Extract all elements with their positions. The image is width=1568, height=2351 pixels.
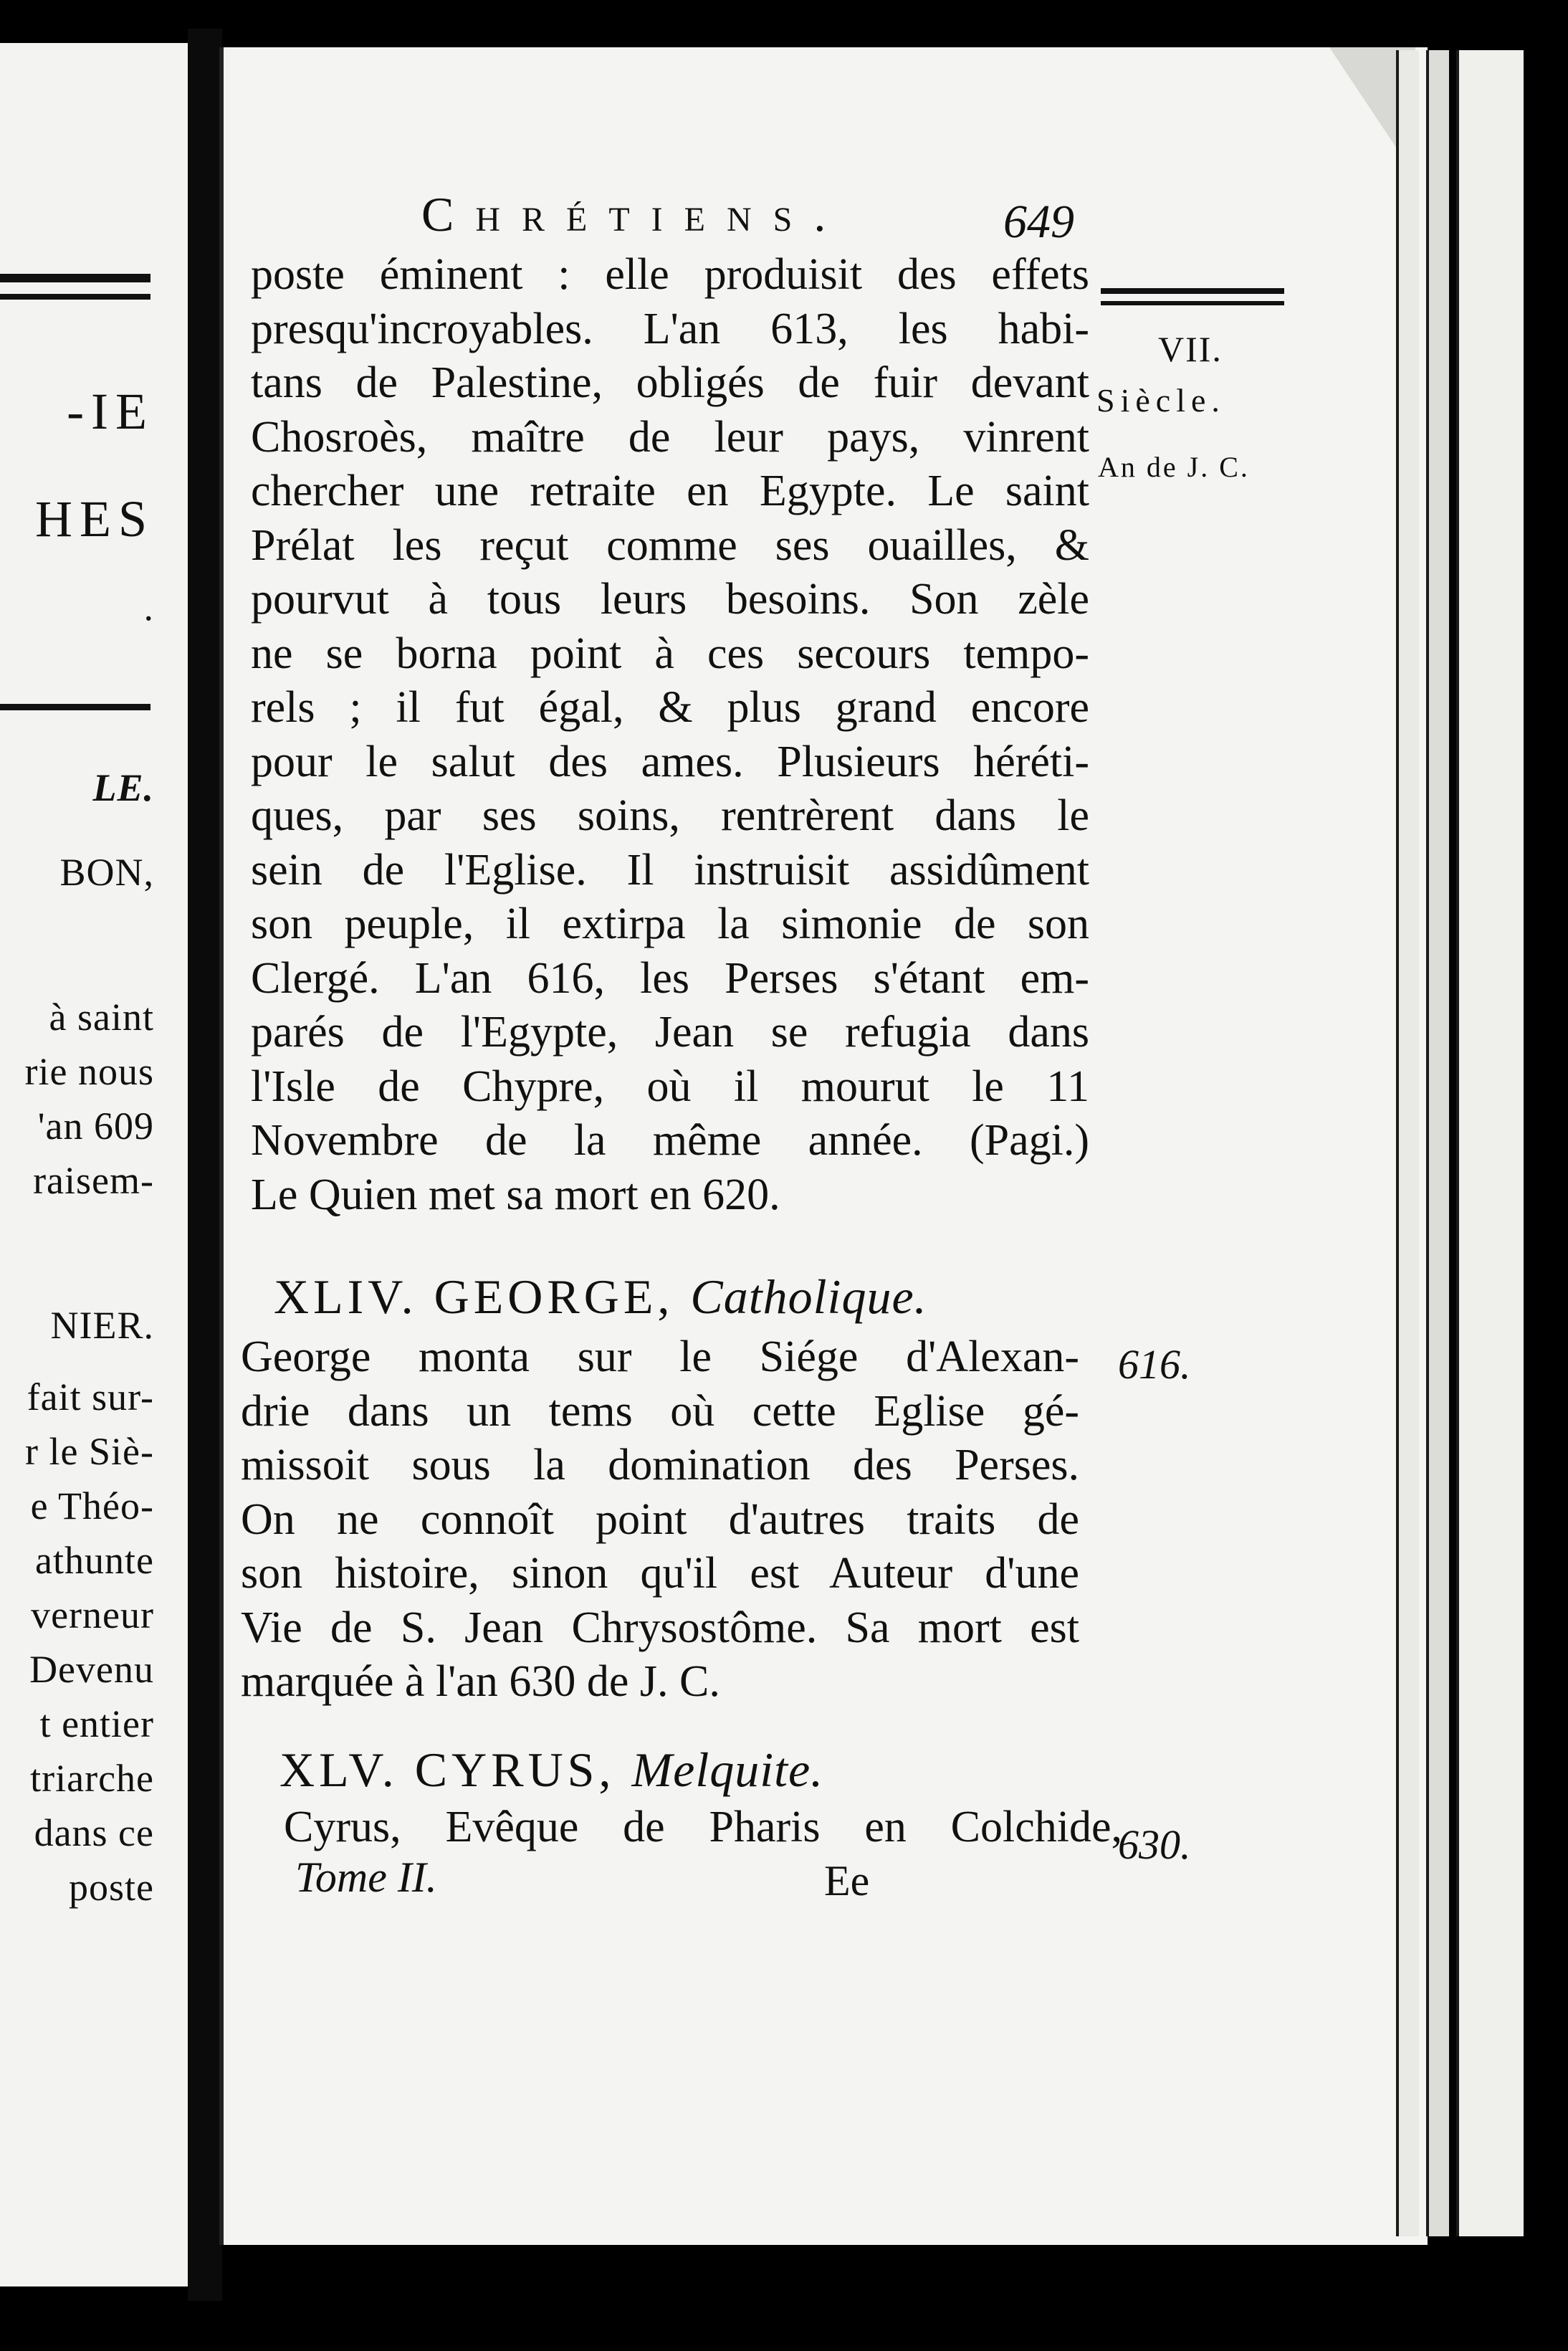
heading-name: CYRUS, — [414, 1742, 616, 1797]
left-page-line: dans ce — [34, 1811, 154, 1854]
left-page-line: 'an 609 — [37, 1105, 154, 1148]
margin-rule — [1101, 288, 1284, 294]
book-gutter — [188, 29, 222, 2301]
text-line: Vie de S. Jean Chrysostôme. Sa mort est — [241, 1603, 1079, 1652]
text-line: Clergé. L'an 616, les Perses s'étant em- — [251, 953, 1089, 1003]
left-page-rule — [0, 274, 150, 282]
margin-century: VII. — [1158, 329, 1223, 369]
left-page-line: verneur — [31, 1593, 154, 1636]
page-number: 649 — [1003, 196, 1074, 248]
margin-rule — [1101, 301, 1284, 305]
text-line: Cyrus, Evêque de Pharis en Colchide, — [284, 1803, 1122, 1851]
text-line: son histoire, sinon qu'il est Auteur d'une — [241, 1549, 1079, 1598]
left-page-line: à saint — [49, 996, 154, 1039]
text-line: Le Quien met sa mort en 620. — [251, 1170, 780, 1219]
left-page-rule — [0, 704, 150, 710]
left-page-line: athunte — [35, 1539, 154, 1582]
text-line: tans de Palestine, obligés de fuir devant — [251, 358, 1089, 407]
text-line: sein de l'Eglise. Il instruisit assidûment — [251, 845, 1089, 895]
text-line: poste éminent : elle produisit des effets — [251, 250, 1089, 299]
left-page-rule — [0, 294, 150, 300]
text-line: l'Isle de Chypre, où il mourut le 11 — [251, 1062, 1089, 1111]
left-page-line: poste — [69, 1866, 154, 1909]
running-head: Chrétiens. — [421, 187, 848, 242]
text-line: pourvut à tous leurs besoins. Son zèle — [251, 575, 1089, 624]
heading-number: XLIV. — [274, 1269, 418, 1324]
text-line: Novembre de la même année. (Pagi.) — [251, 1116, 1089, 1165]
heading-name: GEORGE, — [434, 1269, 674, 1324]
margin-date: 630. — [1118, 1821, 1191, 1868]
left-page-line: e Théo- — [30, 1484, 154, 1527]
section-heading-george — [274, 1269, 927, 1325]
left-page-line: Devenu — [29, 1648, 154, 1691]
signature-mark: Ee — [824, 1857, 870, 1904]
text-line: chercher une retraite en Egypte. Le saint — [251, 467, 1089, 515]
page-fore-edge — [1426, 50, 1449, 2236]
page-fore-edge — [1396, 50, 1419, 2236]
text-line: parés de l'Egypte, Jean se refugia dans — [251, 1008, 1089, 1057]
left-page-line: rie nous — [24, 1050, 154, 1093]
heading-epithet: Melquite. — [631, 1742, 824, 1797]
text-line: son peuple, il extirpa la simonie de son — [251, 900, 1089, 948]
text-line: Chosroès, maître de leur pays, vinrent — [251, 412, 1089, 462]
left-page-line: HES — [34, 490, 154, 548]
heading-number: XLV. — [279, 1742, 398, 1797]
left-page-line: fait sur- — [27, 1375, 154, 1418]
margin-date: 616. — [1118, 1341, 1191, 1388]
left-page-line: NIER. — [50, 1304, 154, 1347]
text-line: drie dans un tems où cette Eglise gé- — [241, 1386, 1079, 1436]
left-page-line: LE. — [92, 766, 154, 809]
text-line: On ne connoît point d'autres traits de — [241, 1494, 1079, 1544]
text-line: marquée à l'an 630 de J. C. — [241, 1657, 720, 1706]
text-line: rels ; il fut égal, & plus grand encore — [251, 683, 1089, 732]
left-page-line: raisem- — [33, 1159, 154, 1202]
left-page-line: triarche — [30, 1757, 154, 1800]
text-line: pour le salut des ames. Plusieurs héréti- — [251, 737, 1089, 786]
text-line: presqu'incroyables. L'an 613, les habi- — [251, 304, 1089, 353]
margin-an-de-jc: An de J. C. — [1098, 451, 1250, 483]
text-line: ques, par ses soins, rentrèrent dans le — [251, 791, 1089, 840]
margin-siecle: Siècle. — [1096, 382, 1225, 419]
left-page-line: r le Siè- — [25, 1430, 154, 1473]
left-page-line: BON, — [59, 851, 154, 894]
left-page-fragment — [0, 43, 188, 2286]
text-line: George monta sur le Siége d'Alexan- — [241, 1332, 1079, 1381]
text-line: missoit sous la domination des Perses. — [241, 1441, 1079, 1489]
section-heading-cyrus — [279, 1742, 823, 1798]
left-page-line: -IE — [67, 383, 154, 440]
text-line: Prélat les reçut comme ses ouailles, & — [251, 520, 1089, 570]
heading-epithet: Catholique. — [690, 1269, 927, 1324]
text-line: ne se borna point à ces secours tempo- — [251, 629, 1089, 678]
left-page-line: t entier — [39, 1702, 154, 1745]
page-fore-edge — [1456, 50, 1524, 2236]
volume-signature: Tome II. — [295, 1854, 437, 1901]
left-page-line: . — [143, 586, 154, 629]
